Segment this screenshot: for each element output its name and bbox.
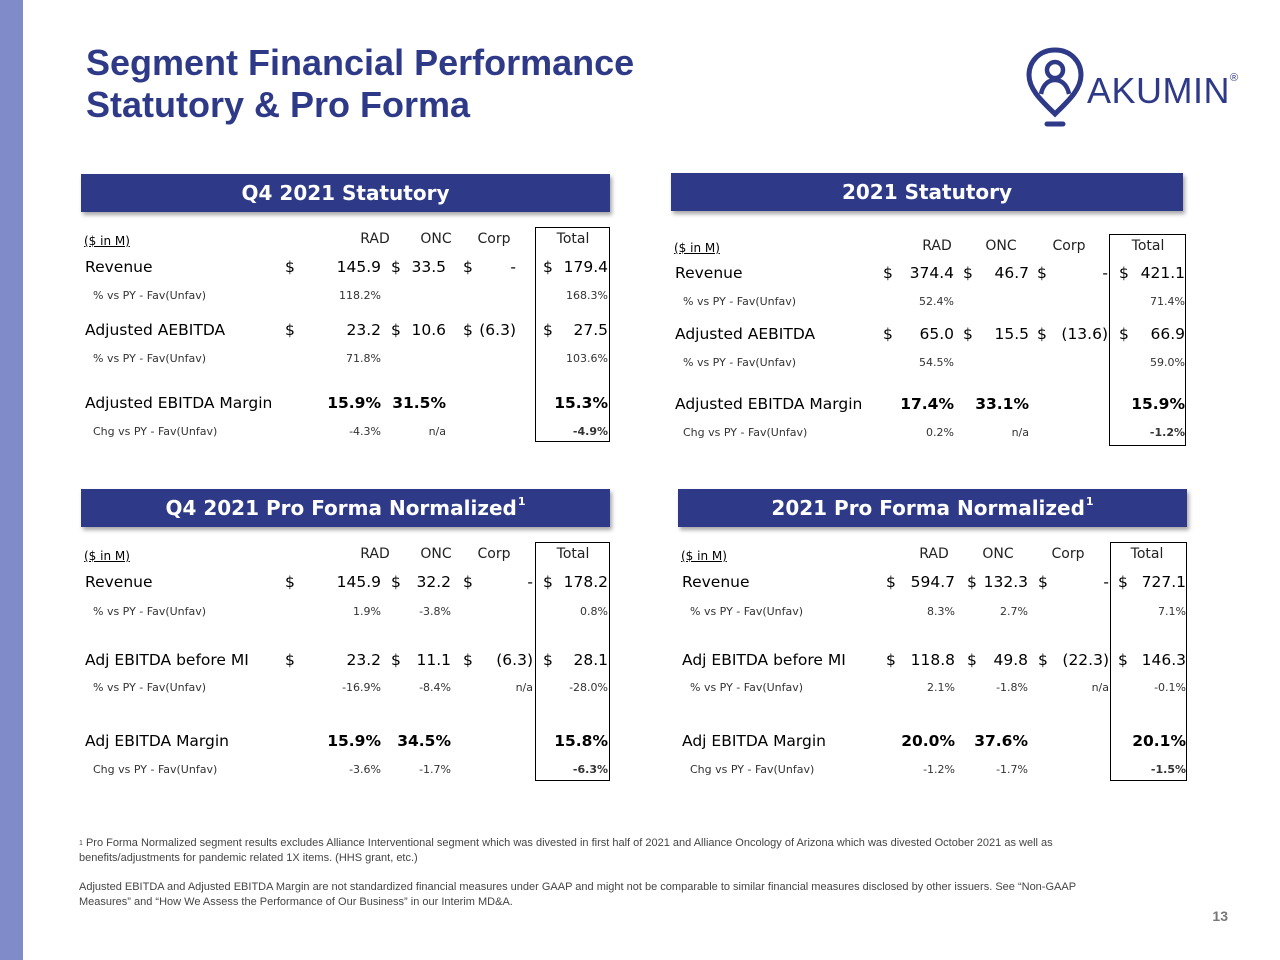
table-cell: 118.2% [339, 289, 381, 302]
table-cell: 11.1 [416, 651, 451, 669]
table-cell: -1.5% [1150, 763, 1186, 776]
table-cell: n/a [1011, 426, 1029, 439]
column-header: Corp [477, 546, 511, 562]
currency-symbol: $ [543, 573, 553, 591]
table-cell: 132.3 [983, 573, 1028, 591]
table-cell: 15.9% [327, 732, 381, 750]
table-cell: -16.9% [342, 681, 381, 694]
footnote-pro-forma [79, 836, 1109, 866]
page-number: 13 [1212, 908, 1228, 924]
panel-header [81, 174, 610, 212]
column-header: Corp [1052, 238, 1086, 254]
row-label: Chg vs PY - Fav(Unfav) [93, 763, 218, 776]
table-cell: 0.2% [926, 426, 954, 439]
currency-symbol: $ [463, 321, 473, 339]
table-cell: 23.2 [346, 651, 381, 669]
column-header: Corp [1051, 546, 1085, 562]
column-header: ONC [420, 231, 452, 247]
segment-panel [81, 489, 610, 779]
currency-symbol: $ [463, 573, 473, 591]
table-cell: - [510, 258, 516, 276]
table-cell: 8.3% [927, 605, 955, 618]
currency-symbol: $ [1119, 264, 1129, 282]
panel-title: Q4 2021 Pro Forma Normalized [165, 496, 517, 520]
table-cell: 34.5% [397, 732, 451, 750]
row-label: Adjusted EBITDA Margin [85, 394, 273, 412]
currency-symbol: $ [285, 573, 295, 591]
footnote-marker: 1 [1085, 494, 1094, 508]
segment-panel [671, 173, 1186, 463]
footnote-non-gaap [79, 880, 1109, 910]
column-header: Total [1131, 238, 1165, 254]
column-header: RAD [922, 238, 952, 254]
column-header: Total [1130, 546, 1164, 562]
table-cell: -3.6% [349, 763, 381, 776]
table-cell: 17.4% [900, 395, 954, 413]
column-header: Total [556, 546, 590, 562]
table-cell: 31.5% [392, 394, 446, 412]
table-cell: -3.8% [419, 605, 451, 618]
table-cell: n/a [1091, 681, 1109, 694]
table-cell: 0.8% [580, 605, 608, 618]
row-label: % vs PY - Fav(Unfav) [93, 352, 207, 365]
table-cell: 54.5% [919, 356, 954, 369]
table-cell: -4.9% [572, 425, 608, 438]
table-cell: 59.0% [1150, 356, 1185, 369]
currency-symbol: $ [963, 325, 973, 343]
row-label: Chg vs PY - Fav(Unfav) [690, 763, 815, 776]
row-label: % vs PY - Fav(Unfav) [93, 681, 207, 694]
currency-symbol: $ [886, 651, 896, 669]
row-label: Chg vs PY - Fav(Unfav) [93, 425, 218, 438]
currency-symbol: $ [391, 573, 401, 591]
table-cell: (6.3) [479, 321, 516, 339]
row-label: % vs PY - Fav(Unfav) [93, 289, 207, 302]
table-cell: -1.2% [923, 763, 955, 776]
table-cell: 32.2 [416, 573, 451, 591]
table-cell: 23.2 [346, 321, 381, 339]
row-label: Adj EBITDA Margin [682, 732, 827, 750]
row-label: Revenue [85, 258, 153, 276]
row-label: % vs PY - Fav(Unfav) [93, 605, 207, 618]
financial-table [671, 237, 1186, 477]
table-cell: (22.3) [1062, 651, 1109, 669]
table-cell: 65.0 [919, 325, 954, 343]
table-cell: 37.6% [974, 732, 1028, 750]
currency-symbol: $ [285, 321, 295, 339]
table-cell: -6.3% [572, 763, 608, 776]
table-cell: 1.9% [353, 605, 381, 618]
table-cell: -1.8% [996, 681, 1028, 694]
column-header: ONC [982, 546, 1014, 562]
table-cell: 66.9 [1150, 325, 1185, 343]
column-header: ONC [985, 238, 1017, 254]
currency-symbol: $ [463, 258, 473, 276]
panel-title: 2021 Statutory [841, 180, 1013, 204]
location-pin-person-icon [1025, 44, 1085, 130]
row-label: Adj EBITDA before MI [85, 651, 249, 669]
table-cell: n/a [515, 681, 533, 694]
table-cell: 10.6 [411, 321, 446, 339]
table-cell: -0.1% [1154, 681, 1186, 694]
page-title-line2: Statutory & Pro Forma [86, 84, 471, 125]
table-cell: 168.3% [566, 289, 608, 302]
currency-symbol: $ [1118, 651, 1128, 669]
column-header: ONC [420, 546, 452, 562]
side-accent-bar [0, 0, 23, 960]
table-cell: -8.4% [419, 681, 451, 694]
page-title-line1: Segment Financial Performance [86, 42, 635, 83]
table-cell: 71.4% [1150, 295, 1185, 308]
table-cell: 33.5 [411, 258, 446, 276]
table-cell: 15.9% [1131, 395, 1185, 413]
currency-symbol: $ [1038, 573, 1048, 591]
company-logo [1025, 44, 1245, 130]
panel-title: 2021 Pro Forma Normalized [771, 496, 1085, 520]
table-cell: -4.3% [349, 425, 381, 438]
row-label: Chg vs PY - Fav(Unfav) [683, 426, 808, 439]
table-cell: 179.4 [563, 258, 608, 276]
footnote-marker: 1 [79, 840, 83, 847]
table-cell: -28.0% [569, 681, 608, 694]
unit-label: ($ in M) [84, 549, 130, 563]
table-cell: 15.9% [327, 394, 381, 412]
currency-symbol: $ [285, 258, 295, 276]
currency-symbol: $ [1038, 651, 1048, 669]
table-cell: 52.4% [919, 295, 954, 308]
currency-symbol: $ [1118, 573, 1128, 591]
financial-table [81, 545, 610, 785]
currency-symbol: $ [963, 264, 973, 282]
table-cell: -1.7% [996, 763, 1028, 776]
table-cell: - [1102, 264, 1108, 282]
table-cell: 2.1% [927, 681, 955, 694]
row-label: Revenue [85, 573, 153, 591]
table-cell: 118.8 [910, 651, 955, 669]
financial-table [81, 230, 610, 470]
row-label: Revenue [675, 264, 743, 282]
currency-symbol: $ [1037, 264, 1047, 282]
currency-symbol: $ [463, 651, 473, 669]
segment-panel [81, 174, 610, 464]
table-cell: 594.7 [910, 573, 955, 591]
currency-symbol: $ [883, 325, 893, 343]
table-cell: 46.7 [994, 264, 1029, 282]
table-cell: 374.4 [909, 264, 954, 282]
table-cell: 28.1 [573, 651, 608, 669]
column-header: Corp [477, 231, 511, 247]
table-cell: (13.6) [1061, 325, 1108, 343]
table-cell: 15.5 [994, 325, 1029, 343]
panel-title: Q4 2021 Statutory [241, 181, 450, 205]
row-label: % vs PY - Fav(Unfav) [690, 605, 804, 618]
currency-symbol: $ [967, 573, 977, 591]
footnote-text-1: Pro Forma Normalized segment results excludes Alliance Interventional segment which was divested in first half of 2021 and Alliance Oncology of Arizona which was divested October 2021 as well as benefits/adjustments for pandemic related 1X items. (HHS grant, etc.) [79, 837, 1053, 864]
table-cell: 20.1% [1132, 732, 1186, 750]
table-cell: 20.0% [901, 732, 955, 750]
currency-symbol: $ [391, 651, 401, 669]
currency-symbol: $ [967, 651, 977, 669]
registered-mark: ® [1230, 72, 1239, 84]
row-label: Adj EBITDA before MI [682, 651, 846, 669]
table-cell: 146.3 [1141, 651, 1186, 669]
row-label: % vs PY - Fav(Unfav) [683, 295, 797, 308]
table-cell: 727.1 [1141, 573, 1186, 591]
column-header: RAD [360, 546, 390, 562]
currency-symbol: $ [391, 258, 401, 276]
table-cell: - [1103, 573, 1109, 591]
currency-symbol: $ [285, 651, 295, 669]
table-cell: (6.3) [496, 651, 533, 669]
table-cell: 178.2 [563, 573, 608, 591]
currency-symbol: $ [543, 321, 553, 339]
currency-symbol: $ [543, 651, 553, 669]
column-header: Total [556, 231, 590, 247]
panel-header [678, 489, 1187, 527]
table-cell: - [527, 573, 533, 591]
table-cell: 421.1 [1140, 264, 1185, 282]
logo-wordmark: AKUMIN [1087, 70, 1231, 111]
footnote-text-2: Adjusted EBITDA and Adjusted EBITDA Margin are not standardized financial measures under GAAP and might not be comparable to similar financial measures disclosed by other issuers. See “Non-GAAP Measures” and “How We Assess the Performance of Our Business” in our Interim MD&A. [79, 881, 1076, 908]
currency-symbol: $ [1037, 325, 1047, 343]
currency-symbol: $ [886, 573, 896, 591]
row-label: % vs PY - Fav(Unfav) [690, 681, 804, 694]
row-label: % vs PY - Fav(Unfav) [683, 356, 797, 369]
financial-table [678, 545, 1187, 785]
currency-symbol: $ [543, 258, 553, 276]
currency-symbol: $ [1119, 325, 1129, 343]
row-label: Adj EBITDA Margin [85, 732, 230, 750]
table-cell: 71.8% [346, 352, 381, 365]
currency-symbol: $ [391, 321, 401, 339]
segment-panel [678, 489, 1187, 779]
row-label: Adjusted EBITDA Margin [675, 395, 863, 413]
row-label: Adjusted AEBITDA [85, 321, 226, 339]
column-header: RAD [360, 231, 390, 247]
table-cell: 7.1% [1158, 605, 1186, 618]
table-cell: 15.8% [554, 732, 608, 750]
unit-label: ($ in M) [674, 241, 720, 255]
footnote-marker: 1 [517, 494, 526, 508]
table-cell: 145.9 [336, 258, 381, 276]
row-label: Revenue [682, 573, 750, 591]
table-cell: 33.1% [975, 395, 1029, 413]
table-cell: 145.9 [336, 573, 381, 591]
page-title [86, 42, 634, 126]
table-cell: 103.6% [566, 352, 608, 365]
column-header: RAD [919, 546, 949, 562]
row-label: Adjusted AEBITDA [675, 325, 816, 343]
panel-header [81, 489, 610, 527]
table-cell: 15.3% [554, 394, 608, 412]
unit-label: ($ in M) [84, 234, 130, 248]
currency-symbol: $ [883, 264, 893, 282]
table-cell: 27.5 [573, 321, 608, 339]
table-cell: -1.7% [419, 763, 451, 776]
table-cell: -1.2% [1149, 426, 1185, 439]
table-cell: 2.7% [1000, 605, 1028, 618]
table-cell: 49.8 [993, 651, 1028, 669]
panel-header [671, 173, 1183, 211]
table-cell: n/a [428, 425, 446, 438]
unit-label: ($ in M) [681, 549, 727, 563]
